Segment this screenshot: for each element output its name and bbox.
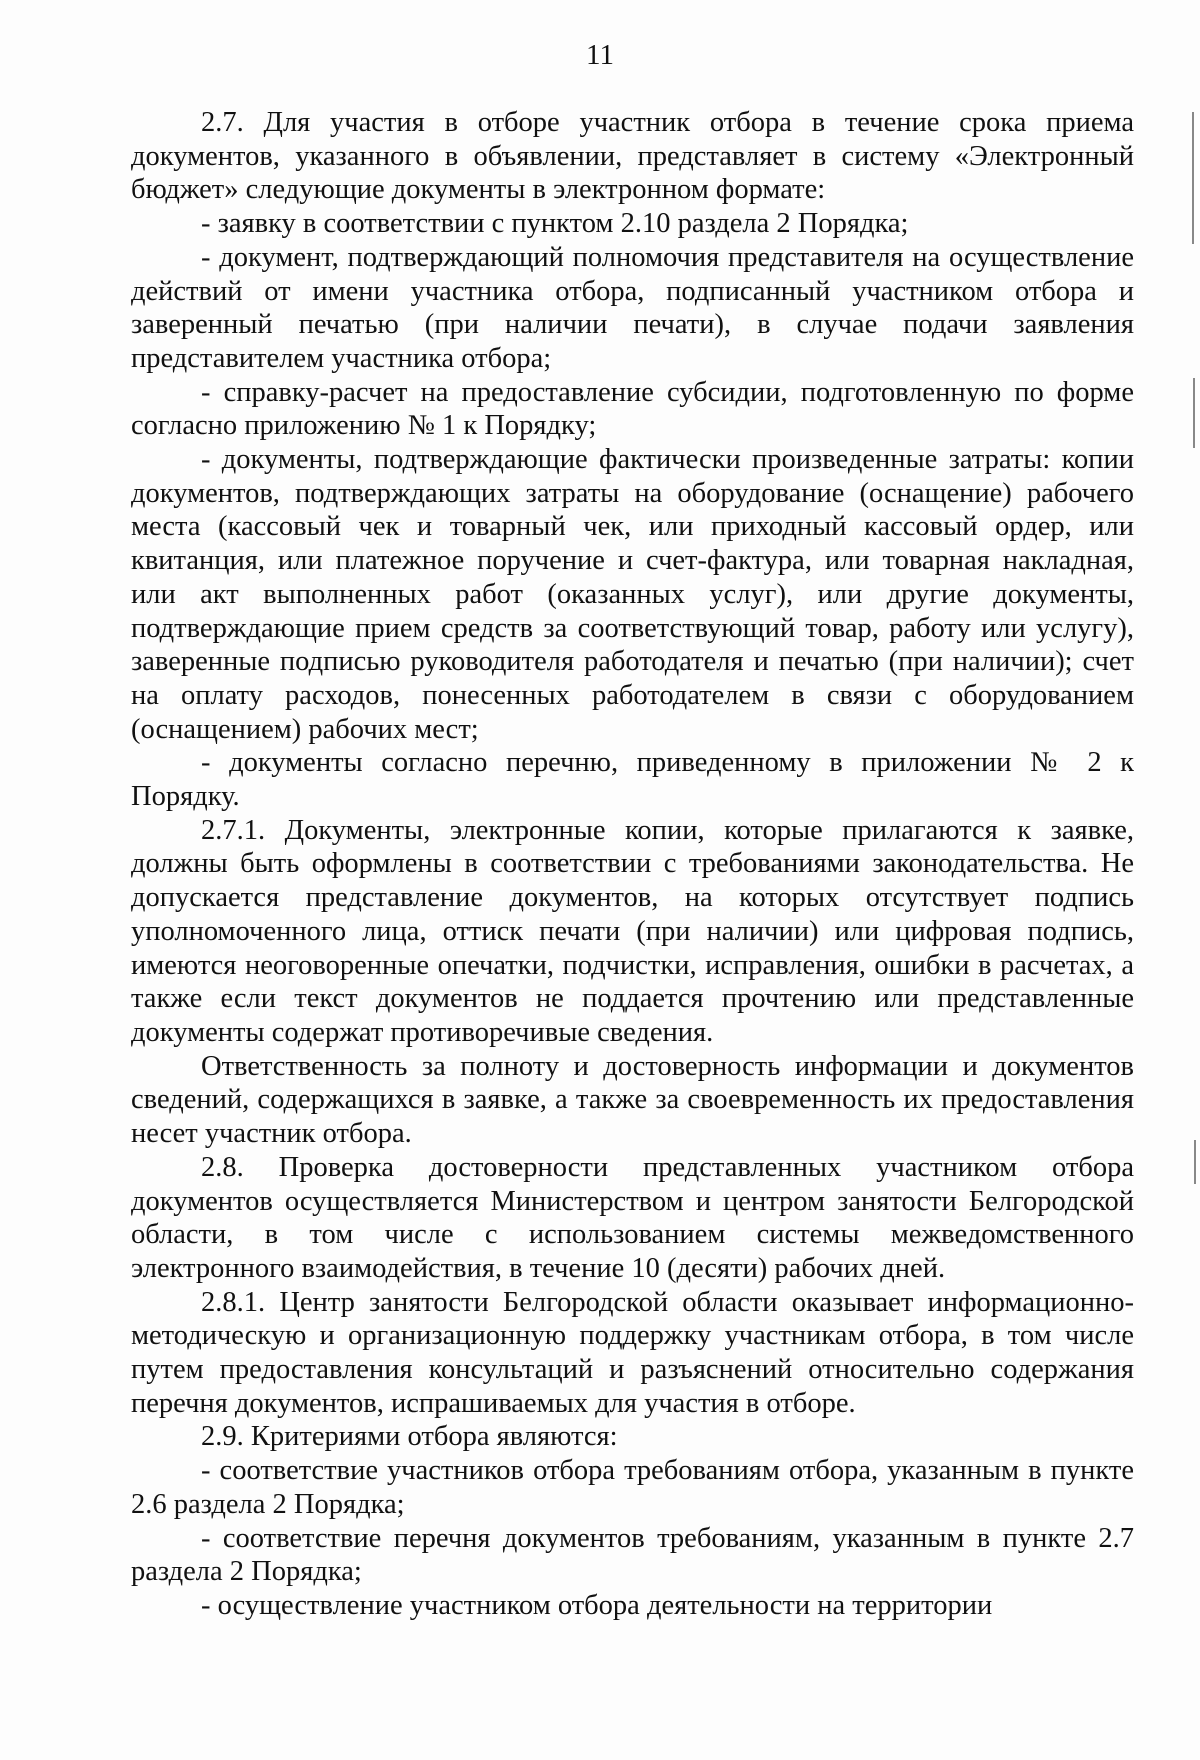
- paragraph-2-7: 2.7. Для участия в отборе участник отбора в течение срока приема документов, указанного в объявлении, представляет в систему «Электронный бюджет» следующие документы в электронном формате:: [131, 107, 1134, 206]
- criteria-item-territory: - осуществление участником отбора деятельности на территории: [201, 1589, 993, 1621]
- criteria-item-documents: - соответствие перечня документов требованиям, указанным в пункте 2.7 раздела 2 Порядка;: [131, 1522, 1134, 1588]
- scan-edge-mark: [1192, 112, 1194, 244]
- list-item-appendix-documents: - документы согласно перечню, приведенному в приложении № 2 к Порядку.: [131, 747, 1134, 813]
- list-item-authority-document: - документ, подтверждающий полномочия представителя на осуществление действий от имени участника отбора, подписанный участником отбора и заверенный печатью (при наличии печати), в случае подачи заявления представителем участника отбора;: [131, 241, 1134, 374]
- list-item-application: - заявку в соответствии с пунктом 2.10 раздела 2 Порядка;: [201, 208, 909, 240]
- criteria-item-requirements: - соответствие участников отбора требованиям отбора, указанным в пункте 2.6 раздела 2 Порядка;: [131, 1455, 1134, 1520]
- paragraph-2-8: 2.8. Проверка достоверности представленных участником отбора документов осуществляется Министерством и центром занятости Белгородской области, в том числе с использованием системы межведомственного электронного взаимодействия, в течение 10 (десяти) рабочих дней.: [131, 1151, 1134, 1284]
- list-item-expense-documents: - документы, подтверждающие фактически произведенные затраты: копии документов, подтверждающих затраты на оборудование (оснащение) рабочего места (кассовый чек и товарный чек, или приходный кассовый ордер, или квитанция, или платежное поручение и счет-фактура, или товарная накладная, или акт выполненных работ (оказанных услуг), или другие документы, подтверждающие прием средств за соответствующий товар, работу или услугу), заверенные подписью руководителя работодателя и печатью (при наличии); счет на оплату расходов, понесенных работодателем в связи с оборудованием (оснащением) рабочих мест;: [131, 444, 1134, 745]
- paragraph-2-9: 2.9. Критериями отбора являются:: [201, 1421, 618, 1453]
- paragraph-2-7-1: 2.7.1. Документы, электронные копии, которые прилагаются к заявке, должны быть оформлены в соответствии с требованиями законодательства. Не допускается представление документов, на которых отсутствует подпись уполномоченного лица, оттиск печати (при наличии) или цифровая подпись, имеются неоговоренные опечатки, подчистки, исправления, ошибки в расчетах, а также если текст документов не поддается прочтению или представленные документы содержат противоречивые сведения.: [131, 814, 1134, 1048]
- list-item-subsidy-calculation: - справку-расчет на предоставление субсидии, подготовленную по форме согласно приложению № 1 к Порядку;: [131, 376, 1134, 442]
- scan-edge-mark: [1193, 378, 1195, 448]
- document-body: [131, 106, 1134, 1623]
- paragraph-responsibility: Ответственность за полноту и достоверность информации и документов сведений, содержащихся в заявке, а также за своевременность их предоставления несет участник отбора.: [131, 1050, 1134, 1150]
- page-number: 11: [586, 39, 614, 71]
- scan-edge-mark: [1194, 1140, 1196, 1184]
- paragraph-2-8-1: 2.8.1. Центр занятости Белгородской области оказывает информационно-методическую и организационную поддержку участникам отбора, в том числе путем предоставления консультаций и разъяснений относительно содержания перечня документов, испрашиваемых для участия в отборе.: [131, 1286, 1134, 1419]
